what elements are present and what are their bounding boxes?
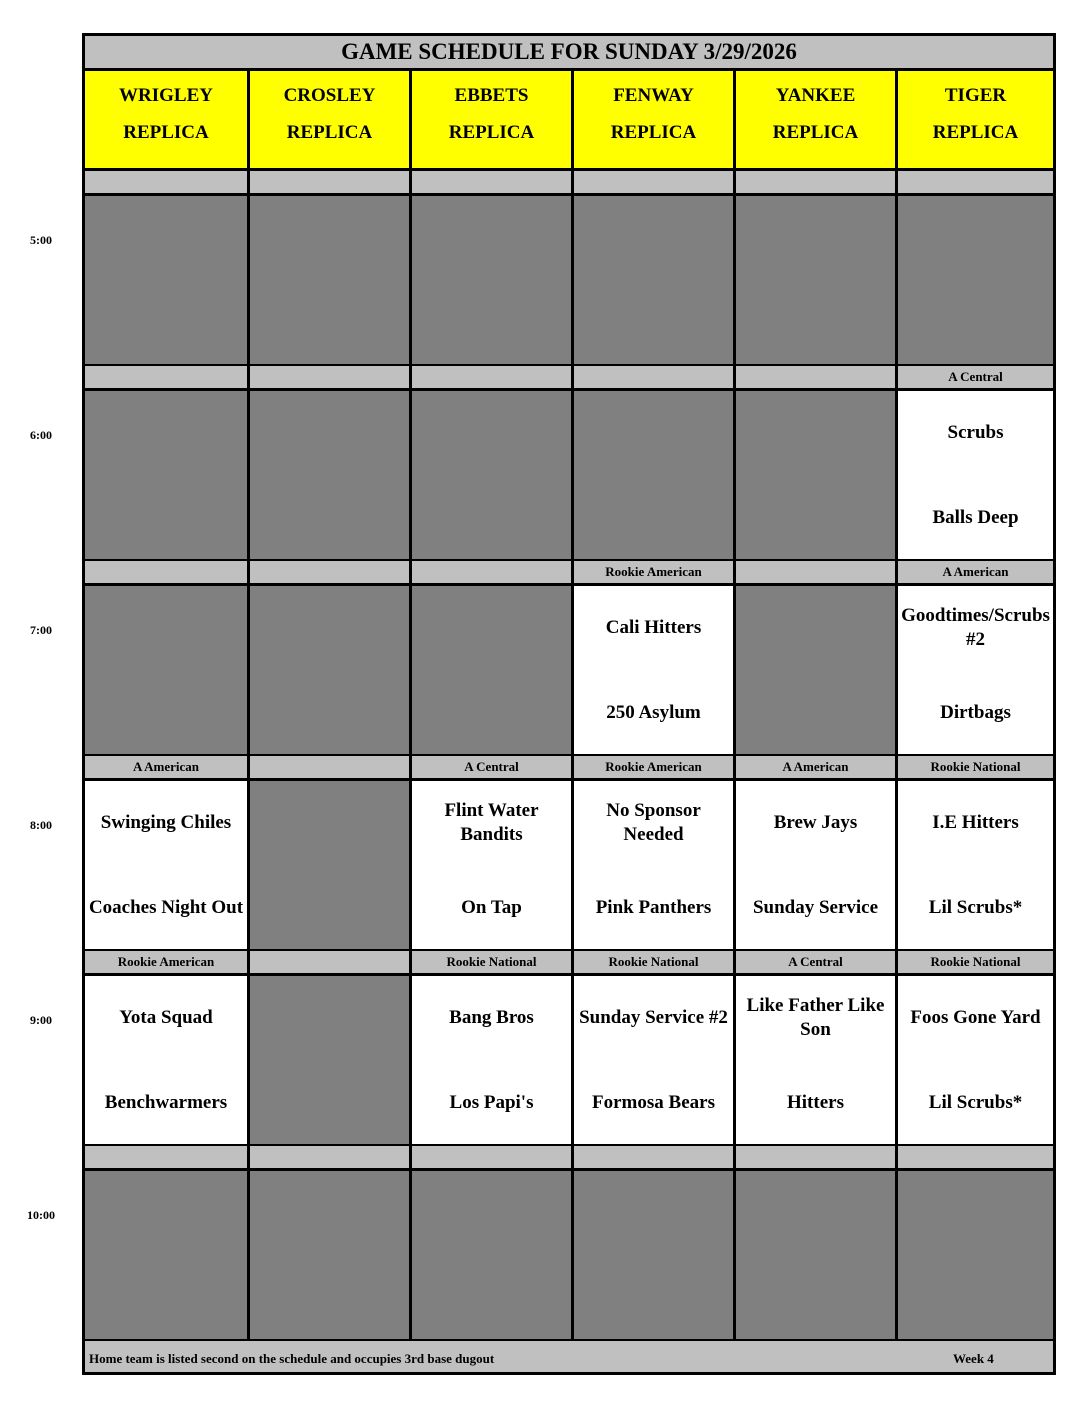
- division-label: A Central: [898, 366, 1053, 388]
- empty-slot: [250, 586, 409, 754]
- division-band: [412, 1146, 571, 1168]
- away-team: Cali Hitters: [605, 617, 702, 638]
- home-team: Balls Deep: [932, 507, 1019, 528]
- empty-slot: [250, 976, 409, 1144]
- empty-slot: [85, 391, 247, 559]
- game-cell: [574, 586, 733, 754]
- empty-slot: [898, 1171, 1053, 1339]
- field-header: [250, 71, 409, 168]
- division-label: A American: [736, 756, 895, 778]
- division-band: [736, 1146, 895, 1168]
- empty-slot: [574, 1171, 733, 1339]
- division-band: [736, 171, 895, 193]
- game-cell: [85, 781, 247, 949]
- empty-slot: [736, 391, 895, 559]
- division-band: [85, 1146, 247, 1168]
- empty-slot: [574, 196, 733, 364]
- away-team: Bang Bros: [449, 1007, 534, 1028]
- game-cell: [898, 391, 1053, 559]
- field-name: CROSLEY: [283, 85, 376, 106]
- empty-slot: [85, 196, 247, 364]
- field-header: [574, 71, 733, 168]
- schedule-table: [82, 33, 1056, 1375]
- field-header: [85, 71, 247, 168]
- away-team: No Sponsor Needed: [606, 800, 701, 845]
- home-team: Benchwarmers: [104, 1092, 228, 1113]
- empty-slot: [250, 781, 409, 949]
- game-cell: [412, 976, 571, 1144]
- division-band: [85, 171, 247, 193]
- game-cell: [736, 781, 895, 949]
- field-name: TIGER: [944, 85, 1007, 106]
- division-label: Rookie National: [412, 951, 571, 973]
- away-team: Yota Squad: [119, 1007, 213, 1028]
- away-team: Goodtimes/Scrubs #2: [901, 605, 1050, 650]
- division-band: [898, 171, 1053, 193]
- away-team: Scrubs: [947, 422, 1004, 443]
- division-band: [412, 366, 571, 388]
- division-label: Rookie National: [898, 951, 1053, 973]
- empty-slot: [250, 196, 409, 364]
- game-cell: [85, 976, 247, 1144]
- field-header: [898, 71, 1053, 168]
- division-band: [736, 366, 895, 388]
- division-band: [250, 756, 409, 778]
- division-label: Rookie National: [574, 951, 733, 973]
- division-label: Rookie American: [574, 561, 733, 583]
- time-label: 10:00: [27, 1208, 55, 1222]
- empty-slot: [736, 196, 895, 364]
- empty-slot: [574, 391, 733, 559]
- week-label: Week 4: [953, 1351, 994, 1366]
- empty-slot: [85, 586, 247, 754]
- away-team: Flint Water Bandits: [444, 800, 539, 845]
- home-team: Los Papi's: [449, 1092, 534, 1113]
- home-team: Lil Scrubs*: [928, 897, 1023, 918]
- division-label: A Central: [412, 756, 571, 778]
- away-team: Foos Gone Yard: [910, 1007, 1041, 1028]
- field-subtitle: REPLICA: [123, 122, 209, 143]
- field-subtitle: REPLICA: [448, 122, 535, 143]
- field-header: [412, 71, 571, 168]
- division-band: [574, 366, 733, 388]
- division-band: [85, 561, 247, 583]
- division-band: [250, 366, 409, 388]
- away-team: Brew Jays: [773, 812, 858, 833]
- field-name: YANKEE: [775, 85, 856, 106]
- division-band: [574, 1146, 733, 1168]
- home-team: Sunday Service: [752, 897, 879, 918]
- home-team: Dirtbags: [940, 702, 1011, 723]
- home-team: 250 Asylum: [606, 702, 701, 723]
- home-team: Formosa Bears: [592, 1092, 715, 1113]
- footer-note: Home team is listed second on the schedule and occupies 3rd base dugout: [89, 1351, 495, 1366]
- empty-slot: [736, 1171, 895, 1339]
- empty-slot: [250, 1171, 409, 1339]
- empty-slot: [85, 1171, 247, 1339]
- home-team: Pink Panthers: [595, 897, 712, 918]
- division-band: [250, 1146, 409, 1168]
- game-cell: [412, 781, 571, 949]
- game-cell: [898, 781, 1053, 949]
- empty-slot: [412, 1171, 571, 1339]
- home-team: Lil Scrubs*: [928, 1092, 1023, 1113]
- division-band: [250, 171, 409, 193]
- division-band: [85, 366, 247, 388]
- home-team: Coaches Night Out: [88, 897, 244, 918]
- division-band: [250, 561, 409, 583]
- field-subtitle: REPLICA: [610, 122, 697, 143]
- division-band: [898, 1146, 1053, 1168]
- division-band: [412, 171, 571, 193]
- division-label: Rookie American: [574, 756, 733, 778]
- field-name: FENWAY: [613, 85, 694, 106]
- division-band: [574, 171, 733, 193]
- game-cell: [574, 781, 733, 949]
- field-subtitle: REPLICA: [932, 122, 1019, 143]
- field-subtitle: REPLICA: [286, 122, 373, 143]
- away-team: Swinging Chiles: [100, 812, 232, 833]
- away-team: Like Father Like Son: [746, 995, 885, 1040]
- division-label: A Central: [736, 951, 895, 973]
- time-label: 6:00: [30, 428, 52, 442]
- division-band: [736, 561, 895, 583]
- division-band: [412, 561, 571, 583]
- empty-slot: [412, 391, 571, 559]
- page-title: GAME SCHEDULE FOR SUNDAY 3/29/2026: [85, 36, 1053, 68]
- game-cell: [898, 586, 1053, 754]
- empty-slot: [412, 586, 571, 754]
- footer-bar: [85, 1341, 1053, 1372]
- time-label: 8:00: [30, 818, 52, 832]
- time-label: 9:00: [30, 1013, 52, 1027]
- division-label: A American: [85, 756, 247, 778]
- home-team: On Tap: [461, 897, 522, 918]
- empty-slot: [412, 196, 571, 364]
- time-label: 5:00: [30, 233, 52, 247]
- game-cell: [574, 976, 733, 1144]
- away-team: Sunday Service #2: [579, 1007, 728, 1028]
- game-cell: [736, 976, 895, 1144]
- game-cell: [898, 976, 1053, 1144]
- empty-slot: [736, 586, 895, 754]
- time-label: 7:00: [30, 623, 52, 637]
- division-label: Rookie National: [898, 756, 1053, 778]
- empty-slot: [250, 391, 409, 559]
- field-name: WRIGLEY: [119, 85, 213, 106]
- away-team: I.E Hitters: [932, 812, 1019, 833]
- empty-slot: [898, 196, 1053, 364]
- home-team: Hitters: [787, 1092, 844, 1113]
- field-subtitle: REPLICA: [772, 122, 859, 143]
- field-name: EBBETS: [454, 85, 529, 106]
- division-label: Rookie American: [85, 951, 247, 973]
- division-label: A American: [898, 561, 1053, 583]
- field-header: [736, 71, 895, 168]
- division-band: [250, 951, 409, 973]
